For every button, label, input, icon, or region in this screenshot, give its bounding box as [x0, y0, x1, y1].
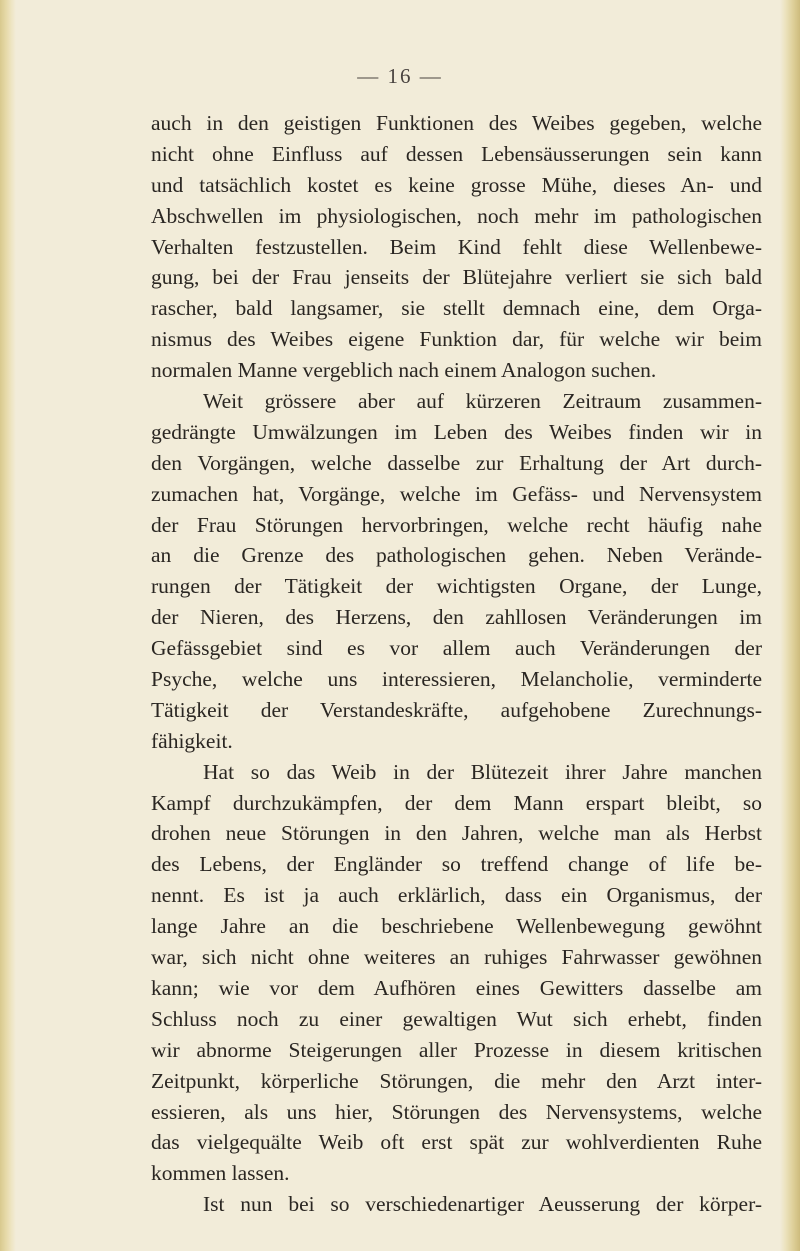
text-line: gedrängte Umwälzungen im Leben des Weibes finden wir in: [151, 419, 762, 444]
page-number: — 16 —: [357, 64, 443, 88]
text-line: der Frau Störungen hervorbringen, welche recht häufig nahe: [151, 512, 762, 537]
text-line: rascher, bald langsamer, sie stellt demnach eine, dem Orga-: [151, 296, 762, 321]
text-line: fähigkeit.: [151, 728, 233, 753]
text-line: Gefässgebiet sind es vor allem auch Veränderungen der: [151, 636, 762, 661]
text-line: lange Jahre an die beschriebene Wellenbewegung gewöhnt: [151, 914, 762, 939]
text-line: Hat so das Weib in der Blütezeit ihrer Jahre manchen: [203, 759, 762, 784]
text-line: drohen neue Störungen in den Jahren, welche man als Herbst: [151, 821, 762, 846]
text-line: Weit grössere aber auf kürzeren Zeitraum zusammen-: [203, 389, 762, 414]
text-line: kann; wie vor dem Aufhören eines Gewitters dasselbe am: [151, 975, 762, 1000]
text-line: war, sich nicht ohne weiteres an ruhiges Fahrwasser gewöhnen: [151, 945, 762, 970]
text-line: Verhalten festzustellen. Beim Kind fehlt diese Wellenbewe-: [151, 234, 762, 259]
scan-left-edge: [0, 0, 16, 1251]
text-line: nennt. Es ist ja auch erklärlich, dass ein Organismus, der: [151, 883, 762, 908]
text-line: Ist nun bei so verschiedenartiger Aeusserung der körper-: [203, 1192, 762, 1217]
text-line: wir abnorme Steigerungen aller Prozesse in diesem kritischen: [151, 1037, 762, 1062]
text-line: nismus des Weibes eigene Funktion dar, für welche wir beim: [151, 327, 762, 352]
text-line: normalen Manne vergeblich nach einem Analogon suchen.: [151, 358, 657, 383]
scan-right-edge: [780, 0, 800, 1251]
text-line: der Nieren, des Herzens, den zahllosen Veränderungen im: [151, 605, 762, 630]
text-line: zumachen hat, Vorgänge, welche im Gefäss- und Nervensystem: [151, 481, 762, 506]
text-line: rungen der Tätigkeit der wichtigsten Organe, der Lunge,: [151, 574, 762, 599]
text-line: an die Grenze des pathologischen gehen. Neben Verände-: [151, 543, 762, 568]
text-line: Abschwellen im physiologischen, noch mehr im pathologischen: [151, 203, 762, 228]
text-line: kommen lassen.: [151, 1161, 290, 1186]
text-line: des Lebens, der Engländer so treffend change of life be-: [151, 852, 762, 877]
text-line: Kampf durchzukämpfen, der dem Mann erspart bleibt, so: [151, 790, 762, 815]
text-line: das vielgequälte Weib oft erst spät zur wohlverdienten Ruhe: [151, 1130, 762, 1155]
text-line: den Vorgängen, welche dasselbe zur Erhaltung der Art durch-: [151, 450, 762, 475]
text-line: Schluss noch zu einer gewaltigen Wut sich erhebt, finden: [151, 1006, 762, 1031]
text-line: gung, bei der Frau jenseits der Blütejahre verliert sie sich bald: [151, 265, 762, 290]
text-line: auch in den geistigen Funktionen des Weibes gegeben, welche: [151, 111, 762, 135]
text-line: Psyche, welche uns interessieren, Melancholie, verminderte: [151, 667, 762, 692]
text-line: essieren, als uns hier, Störungen des Nervensystems, welche: [151, 1099, 762, 1124]
text-line: und tatsächlich kostet es keine grosse Mühe, dieses An- und: [151, 172, 762, 197]
text-line: Tätigkeit der Verstandeskräfte, aufgehobene Zurechnungs-: [151, 697, 762, 722]
text-line: nicht ohne Einfluss auf dessen Lebensäusserungen sein kann: [151, 141, 762, 166]
body-text: [151, 108, 762, 1220]
text-line: Zeitpunkt, körperliche Störungen, die mehr den Arzt inter-: [151, 1068, 762, 1093]
